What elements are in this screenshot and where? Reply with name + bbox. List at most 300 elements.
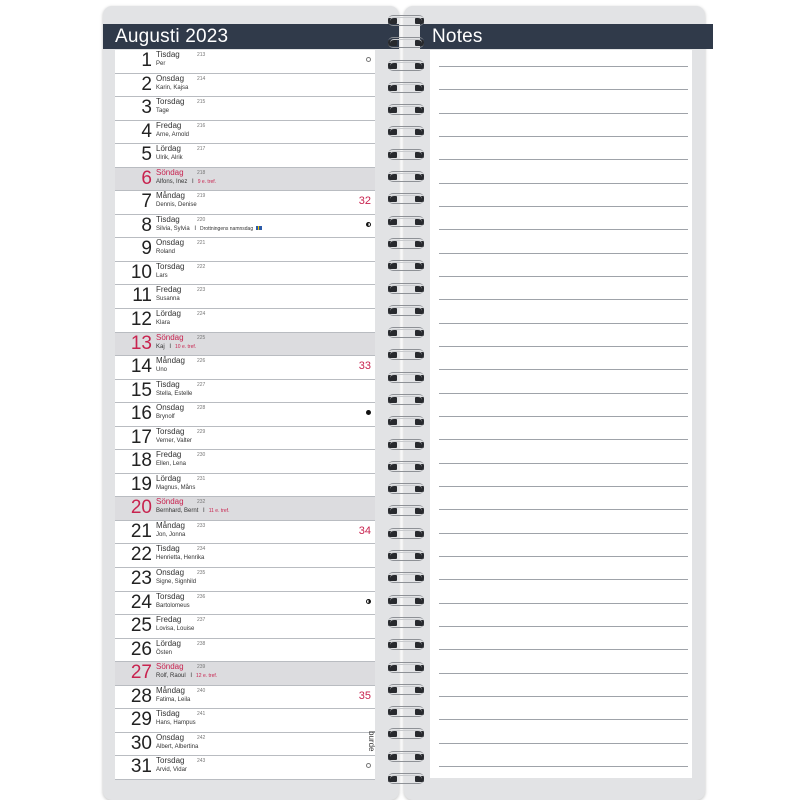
day-number: 10 (130, 261, 152, 283)
note-line[interactable] (439, 416, 688, 417)
note-line[interactable] (439, 673, 688, 674)
wire-loop (390, 195, 422, 203)
day-row[interactable] (115, 333, 375, 357)
spiral-ring (386, 527, 426, 541)
weekday-label: Torsdag (156, 261, 185, 271)
day-list (115, 50, 375, 780)
moon-full-icon (366, 763, 371, 768)
name-day-text: Kaj (156, 343, 165, 350)
wire-loop (390, 128, 422, 136)
day-row[interactable] (115, 74, 375, 98)
day-number: 29 (130, 709, 152, 731)
spiral-ring (386, 750, 426, 764)
day-row[interactable] (115, 97, 375, 121)
day-number: 28 (130, 685, 152, 707)
day-of-year: 226 (197, 358, 206, 365)
day-of-year: 219 (197, 193, 206, 200)
spiral-ring (386, 215, 426, 229)
day-number: 8 (141, 214, 152, 236)
spiral-ring (386, 638, 426, 652)
name-day-text: Dennis, Denise (156, 202, 197, 209)
spiral-ring (386, 348, 426, 362)
name-day (156, 507, 229, 515)
weekday-label: Torsdag (156, 97, 185, 107)
wire-loop (390, 351, 422, 359)
brand-label: burde (367, 731, 376, 752)
spiral-ring (386, 371, 426, 385)
name-day-text: Lars (156, 272, 168, 279)
day-note: 11 e. tref. (208, 508, 230, 515)
day-number: 3 (141, 97, 152, 119)
month-title: Augusti 2023 (115, 25, 229, 47)
weekday-label: Söndag (156, 497, 184, 507)
name-day (156, 696, 190, 704)
name-day-text: Henrietta, Henrika (156, 555, 205, 562)
weekday-label: Tisdag (156, 214, 180, 224)
name-day (156, 437, 192, 445)
day-row[interactable] (115, 121, 375, 145)
name-day (156, 719, 196, 727)
day-number: 16 (130, 403, 152, 425)
note-line[interactable] (439, 579, 688, 580)
day-of-year: 243 (197, 758, 206, 765)
name-day-text: Albert, Albertina (156, 743, 199, 750)
wire-loop (390, 664, 422, 672)
wire-loop (390, 173, 422, 181)
spiral-ring (386, 504, 426, 518)
day-number: 23 (130, 568, 152, 590)
name-day (156, 366, 167, 374)
day-row[interactable] (115, 215, 375, 239)
note-line[interactable] (439, 719, 688, 720)
day-number: 6 (141, 167, 152, 189)
name-day-text: Bernhard, Bernt (156, 508, 199, 515)
note-line[interactable] (439, 183, 688, 184)
spiral-ring (386, 304, 426, 318)
day-of-year: 213 (197, 52, 206, 58)
wire-loop (390, 775, 422, 783)
note-line[interactable] (439, 556, 688, 557)
day-of-year: 239 (197, 664, 206, 671)
spiral-ring (386, 482, 426, 496)
note-line[interactable] (439, 649, 688, 650)
day-number: 21 (130, 520, 152, 542)
day-of-year: 237 (197, 617, 206, 624)
weekday-label: Torsdag (156, 591, 185, 601)
name-day-text: Ulrik, Alrik (156, 155, 183, 162)
weekday-label: Tisdag (156, 379, 180, 389)
name-day (156, 672, 217, 680)
day-row[interactable] (115, 544, 375, 568)
day-row[interactable] (115, 686, 375, 710)
day-of-year: 235 (197, 570, 206, 577)
day-of-year: 229 (197, 428, 206, 435)
weekday-label: Lördag (156, 144, 181, 154)
notes-page (430, 50, 692, 778)
spiral-ring (386, 549, 426, 563)
name-day (156, 649, 172, 657)
name-day-text: Hans, Hampus (156, 720, 196, 727)
day-row[interactable] (115, 662, 375, 686)
separator: I (192, 225, 197, 232)
day-number: 5 (141, 144, 152, 166)
day-number: 27 (130, 662, 152, 684)
name-day (156, 578, 196, 586)
wire-loop (390, 574, 422, 582)
weekday-label: Fredag (156, 120, 182, 130)
weekday-label: Onsdag (156, 238, 185, 248)
note-line[interactable] (439, 439, 688, 440)
day-row[interactable] (115, 380, 375, 404)
note-line[interactable] (439, 463, 688, 464)
note-line[interactable] (439, 89, 688, 90)
name-day-text: Alfons, Inez (156, 178, 188, 185)
day-of-year: 227 (197, 381, 206, 388)
moon-first-icon (366, 599, 371, 604)
day-note: 12 e. tref. (196, 673, 218, 680)
name-day (156, 625, 194, 633)
day-note: Drottningens namnsdag (200, 225, 254, 232)
name-day-text: Bartolomeus (156, 602, 190, 609)
wire-loop (390, 62, 422, 70)
name-day-text: Fatima, Leila (156, 696, 191, 703)
spiral-ring (386, 81, 426, 95)
note-line[interactable] (439, 159, 688, 160)
name-day-text: Jon, Jonna (156, 531, 186, 538)
day-number: 4 (141, 120, 152, 142)
day-row[interactable] (115, 262, 375, 286)
wire-loop (390, 307, 422, 315)
wire-loop (390, 17, 422, 25)
day-number: 26 (130, 638, 152, 660)
name-day (156, 343, 196, 351)
name-day-text: Arvid, Vidar (156, 767, 187, 774)
day-number: 12 (130, 309, 152, 331)
weekday-label: Tisdag (156, 544, 180, 554)
week-number: 35 (358, 689, 371, 702)
spiral-ring (386, 170, 426, 184)
name-day (156, 413, 175, 421)
name-day (156, 460, 186, 468)
week-number: 33 (358, 360, 371, 373)
spiral-ring (386, 125, 426, 139)
day-of-year: 221 (197, 240, 206, 247)
name-day (156, 248, 175, 256)
note-line[interactable] (439, 766, 688, 767)
note-line[interactable] (439, 299, 688, 300)
day-number: 25 (130, 615, 152, 637)
day-number: 15 (130, 379, 152, 401)
name-day-text: Lovisa, Louise (156, 626, 195, 633)
spiral-ring (386, 103, 426, 117)
spiral-ring (386, 259, 426, 273)
name-day-text: Magnus, Måns (156, 484, 196, 491)
spiral-ring (386, 36, 426, 50)
spiral-ring (386, 148, 426, 162)
note-line[interactable] (439, 369, 688, 370)
wire-loop (390, 285, 422, 293)
wire-loop (390, 374, 422, 382)
swedish-flag-icon (256, 226, 262, 230)
name-day-text: Roland (156, 249, 176, 256)
week-number: 34 (358, 524, 371, 537)
note-line[interactable] (439, 276, 688, 277)
name-day-text: Signe, Signhild (156, 579, 197, 586)
day-row[interactable] (115, 756, 375, 780)
day-of-year: 217 (197, 146, 206, 153)
name-day-text: Arne, Arnold (156, 131, 190, 138)
day-number: 17 (130, 426, 152, 448)
note-line[interactable] (439, 346, 688, 347)
spiral-ring (386, 661, 426, 675)
note-line[interactable] (439, 393, 688, 394)
name-day-text: Brynolf (156, 414, 175, 421)
day-of-year: 231 (197, 475, 206, 482)
day-row[interactable] (115, 285, 375, 309)
weekday-label: Söndag (156, 167, 184, 177)
spiral-binding (386, 14, 426, 786)
separator: I (188, 673, 193, 680)
day-of-year: 240 (197, 687, 206, 694)
name-day (156, 178, 216, 186)
name-day-text: Tage (156, 108, 170, 115)
day-number: 9 (141, 238, 152, 260)
day-of-year: 222 (197, 263, 206, 270)
month-header (103, 24, 399, 49)
spiral-ring (386, 616, 426, 630)
wire-loop (390, 329, 422, 337)
note-line[interactable] (439, 253, 688, 254)
day-of-year: 223 (197, 287, 206, 294)
spiral-ring (386, 705, 426, 719)
weekday-label: Lördag (156, 638, 181, 648)
note-line[interactable] (439, 626, 688, 627)
day-row[interactable] (115, 238, 375, 262)
name-day-text: Susanna (156, 296, 180, 303)
weekday-label: Tisdag (156, 709, 180, 719)
day-row[interactable] (115, 592, 375, 616)
weekday-label: Lördag (156, 309, 181, 319)
note-line[interactable] (439, 486, 688, 487)
wire-loop (390, 418, 422, 426)
moon-full-icon (366, 57, 371, 62)
week-number: 32 (358, 195, 371, 208)
day-of-year: 228 (197, 405, 206, 412)
wire-loop (390, 507, 422, 515)
wire-loop (390, 151, 422, 159)
day-number: 22 (130, 544, 152, 566)
name-day-text: Karin, Kajsa (156, 84, 189, 91)
day-of-year: 236 (197, 593, 206, 600)
note-line[interactable] (439, 533, 688, 534)
wire-loop (390, 730, 422, 738)
spiral-ring (386, 727, 426, 741)
weekday-label: Tisdag (156, 50, 180, 59)
name-day-text: Östen (156, 649, 173, 656)
spiral-ring (386, 772, 426, 786)
spiral-ring (386, 326, 426, 340)
wire-loop (390, 240, 422, 248)
day-row[interactable] (115, 615, 375, 639)
day-row[interactable] (115, 427, 375, 451)
day-row[interactable] (115, 521, 375, 545)
name-day (156, 60, 165, 68)
weekday-label: Fredag (156, 450, 182, 460)
wire-loop (390, 441, 422, 449)
notes-header (420, 24, 713, 49)
day-number: 18 (130, 450, 152, 472)
wire-loop (390, 39, 422, 47)
wire-loop (390, 106, 422, 114)
separator: I (167, 343, 172, 350)
day-row[interactable] (115, 50, 375, 74)
day-number: 14 (130, 356, 152, 378)
name-day (156, 131, 189, 139)
note-line[interactable] (439, 603, 688, 604)
day-number: 30 (130, 732, 152, 754)
note-line[interactable] (439, 323, 688, 324)
weekday-label: Måndag (156, 685, 185, 695)
day-number: 13 (130, 332, 152, 354)
note-line[interactable] (439, 66, 688, 67)
weekday-label: Torsdag (156, 426, 185, 436)
weekday-label: Lördag (156, 473, 181, 483)
day-number: 24 (130, 591, 152, 613)
note-line[interactable] (439, 743, 688, 744)
name-day (156, 295, 180, 303)
day-of-year: 230 (197, 452, 206, 459)
note-line[interactable] (439, 229, 688, 230)
weekday-label: Måndag (156, 356, 185, 366)
spiral-ring (386, 594, 426, 608)
weekday-label: Fredag (156, 285, 182, 295)
name-day-text: Stella, Estelle (156, 390, 193, 397)
wire-loop (390, 262, 422, 270)
day-of-year: 233 (197, 522, 206, 529)
day-of-year: 215 (197, 99, 206, 106)
moon-new-icon (366, 410, 371, 415)
separator: I (201, 508, 205, 515)
name-day (156, 84, 188, 92)
spiral-ring (386, 59, 426, 73)
day-of-year: 214 (197, 75, 206, 82)
weekday-label: Onsdag (156, 403, 185, 413)
day-of-year: 238 (197, 640, 206, 647)
day-row[interactable] (115, 497, 375, 521)
day-of-year: 224 (197, 311, 206, 318)
note-line[interactable] (439, 136, 688, 137)
spiral-ring (386, 192, 426, 206)
day-of-year: 216 (197, 122, 206, 129)
day-note: 10 e. tref. (175, 343, 197, 350)
day-row[interactable] (115, 144, 375, 168)
day-row[interactable] (115, 709, 375, 733)
name-day-text: Per (156, 61, 166, 67)
day-row[interactable] (115, 168, 375, 192)
weekday-label: Torsdag (156, 756, 185, 766)
day-row[interactable] (115, 568, 375, 592)
spiral-ring (386, 415, 426, 429)
day-number: 1 (141, 50, 152, 71)
wire-loop (390, 619, 422, 627)
weekday-label: Måndag (156, 191, 185, 201)
day-row[interactable] (115, 639, 375, 663)
notes-title: Notes (432, 25, 483, 47)
wire-loop (390, 396, 422, 404)
name-day-text: Silvia, Sylvia (156, 225, 190, 232)
day-of-year: 220 (197, 216, 206, 223)
moon-last-icon (366, 222, 371, 227)
name-day (156, 554, 204, 562)
day-of-year: 218 (197, 169, 206, 176)
note-line[interactable] (439, 113, 688, 114)
wire-loop (390, 753, 422, 761)
name-day-text: Uno (156, 367, 168, 374)
weekday-label: Onsdag (156, 568, 185, 578)
note-line[interactable] (439, 509, 688, 510)
note-line[interactable] (439, 696, 688, 697)
weekday-label: Söndag (156, 662, 184, 672)
day-of-year: 234 (197, 546, 206, 553)
spiral-ring (386, 438, 426, 452)
day-row[interactable] (115, 356, 375, 380)
day-row[interactable] (115, 733, 375, 757)
weekday-label: Onsdag (156, 732, 185, 742)
name-day (156, 743, 198, 751)
day-of-year: 225 (197, 334, 206, 341)
day-row[interactable] (115, 474, 375, 498)
wire-loop (390, 218, 422, 226)
name-day-text: Rolf, Raoul (156, 673, 186, 680)
spiral-ring (386, 393, 426, 407)
day-row[interactable] (115, 309, 375, 333)
name-day (156, 766, 187, 774)
day-of-year: 242 (197, 734, 206, 741)
name-day (156, 319, 170, 327)
spiral-ring (386, 237, 426, 251)
wire-loop (390, 597, 422, 605)
name-day (156, 154, 183, 162)
day-number: 19 (130, 473, 152, 495)
day-row[interactable] (115, 450, 375, 474)
wire-loop (390, 485, 422, 493)
name-day (156, 531, 185, 539)
day-number: 20 (130, 497, 152, 519)
weekday-label: Onsdag (156, 73, 185, 83)
spiral-ring (386, 683, 426, 697)
weekday-label: Söndag (156, 332, 184, 342)
day-row[interactable] (115, 403, 375, 427)
wire-loop (390, 552, 422, 560)
name-day-text: Ellen, Lena (156, 461, 187, 468)
day-row[interactable] (115, 191, 375, 215)
spiral-ring (386, 14, 426, 28)
weekday-label: Måndag (156, 520, 185, 530)
day-of-year: 232 (197, 499, 206, 506)
name-day (156, 225, 262, 233)
day-number: 2 (141, 73, 152, 95)
wire-loop (390, 686, 422, 694)
name-day-text: Klara (156, 320, 171, 327)
note-line[interactable] (439, 206, 688, 207)
spiral-ring (386, 460, 426, 474)
spiral-ring (386, 571, 426, 585)
name-day (156, 602, 190, 610)
name-day (156, 272, 168, 280)
wire-loop (390, 463, 422, 471)
spiral-ring (386, 282, 426, 296)
name-day (156, 201, 197, 209)
